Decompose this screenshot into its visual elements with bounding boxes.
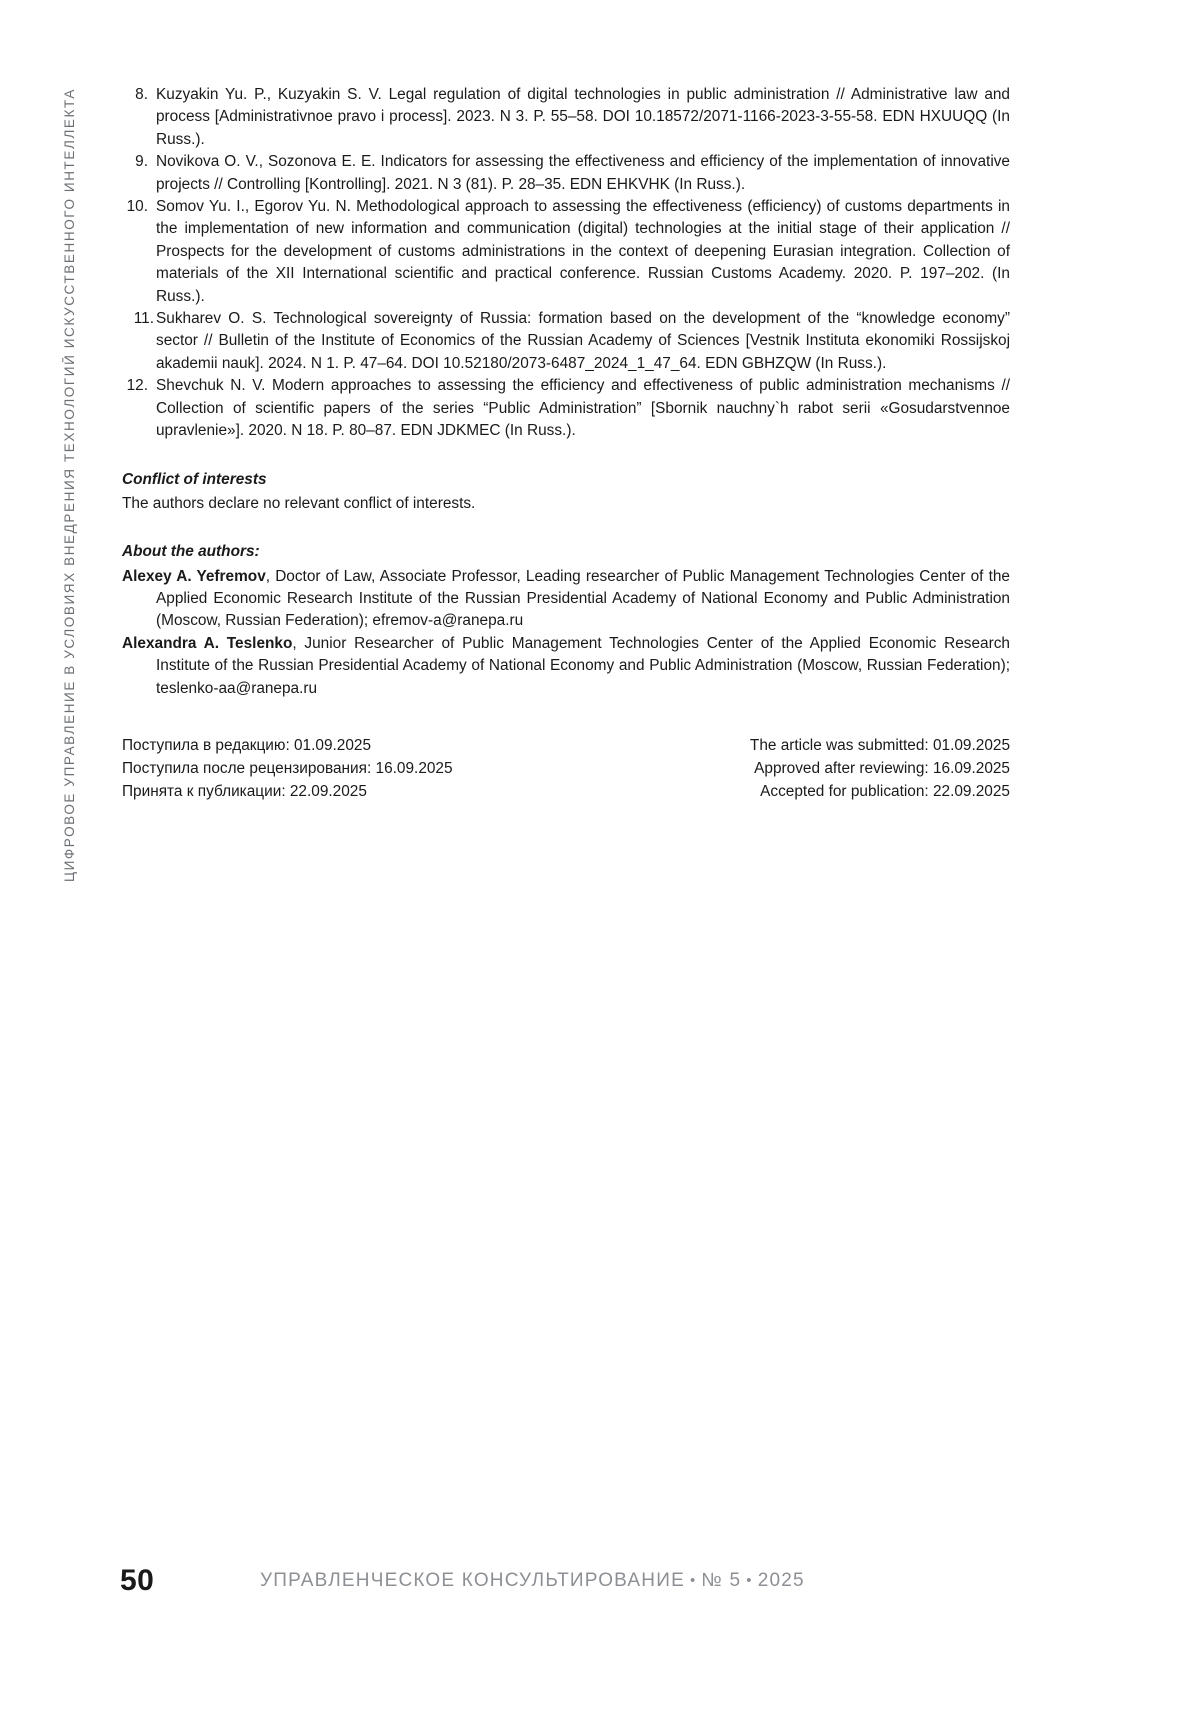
reference-text: Somov Yu. I., Egorov Yu. N. Methodological approach to assessing the effectiveness (efficiency) of customs departments in the implementation of new information and communication (digital) technologies at the initial stage of their application // Prospects for the development of customs administrations in the context of deepening Eurasian integration. Collection of materials of the XII International scientific and practical conference. Russian Customs Academy. 2020. P. 197–202. (In Russ.).: [156, 198, 1010, 305]
footer-separator-dot: •: [689, 1572, 697, 1590]
reference-number: 12.: [126, 377, 148, 395]
reference-number: 8.: [135, 86, 148, 103]
author-name: Alexey A. Yefremov: [122, 567, 266, 585]
date-revised: Поступила после рецензирования: 16.09.2025: [122, 760, 453, 778]
list-item: [122, 196, 1010, 308]
date-submitted: The article was submitted: 01.09.2025: [749, 737, 1010, 754]
author-entry: [122, 633, 1010, 700]
date-received: Поступила в редакцию: 01.09.2025: [122, 737, 372, 754]
reference-text: Novikova O. V., Sozonova E. E. Indicators for assessing the effectiveness and efficiency of the implementation of innovative projects // Controlling [Kontrolling]. 2021. N 3 (81). P. 28–35. EDN EHKVHK (In Russ.).: [156, 153, 1010, 193]
reference-number: 11.: [133, 310, 154, 328]
date-accepted-publication: Accepted for publication: 22.09.2025: [760, 783, 1010, 801]
conflict-of-interests-heading: Conflict of interests: [122, 470, 267, 488]
date-accepted: Принята к публикации: 22.09.2025: [122, 783, 367, 801]
reference-number: 10.: [126, 198, 148, 216]
list-item: [122, 84, 1010, 151]
list-item: [122, 151, 1010, 196]
reference-list: [122, 84, 1010, 443]
vertical-running-head: [52, 88, 86, 1078]
reference-number: 9.: [135, 153, 148, 171]
author-details: , Junior Researcher of Public Management Technologies Center of the Applied Economic Research Institute of the Russian Presidential Academy of National Economy and Public Administration (Moscow, Russian Federation); teslenko-aa@ranepa.ru: [156, 634, 1010, 697]
reference-text: Sukharev O. S. Technological sovereignty of Russia: formation based on the development of the “knowledge economy” sector // Bulletin of the Institute of Economics of the Russian Academy of Sciences [Vestnik Instituta ekonomiki Rossijskoj akademii nauk]. 2024. N 1. P. 47–64. DOI 10.52180/2073-6487_2024_1_47_64. EDN GBHZQW (In Russ.).: [156, 310, 1010, 372]
author-entry: [122, 566, 1010, 633]
reference-text: Kuzyakin Yu. P., Kuzyakin S. V. Legal regulation of digital technologies in public administration // Administrative law and process [Administrativnoe pravo i process]. 2023. N 3. P. 55–58. DOI 10.18572/2071-1166-2023-3-55-58. EDN HXUUQQ (In Russ.).: [156, 86, 1010, 148]
running-head-text: ЦИФРОВОЕ УПРАВЛЕНИЕ В УСЛОВИЯХ ВНЕДРЕНИЯ ТЕХНОЛОГИЙ ИСКУССТВЕННОГО ИНТЕЛЛЕКТА: [61, 88, 77, 882]
conflict-of-interests-body: The authors declare no relevant conflict of interests.: [122, 494, 476, 512]
submission-dates-russian: [122, 734, 453, 803]
issue-year: 2025: [757, 1570, 805, 1591]
page-number: 50: [120, 1564, 155, 1597]
about-the-authors-section: [122, 541, 1010, 700]
author-details: , Doctor of Law, Associate Professor, Leading researcher of Public Management Technologies Center of the Applied Economic Research Institute of the Russian Presidential Academy of National Economy and Public Administration (Moscow, Russian Federation); efremov-a@ranepa.ru: [156, 567, 1010, 630]
submission-dates: [122, 734, 1010, 803]
date-approved: Approved after reviewing: 16.09.2025: [754, 760, 1010, 778]
list-item: [122, 308, 1010, 375]
journal-title: УПРАВЛЕНЧЕСКОЕ КОНСУЛЬТИРОВАНИЕ: [260, 1570, 685, 1591]
footer-separator-dot: •: [746, 1572, 753, 1590]
list-item: [122, 375, 1010, 442]
reference-text: Shevchuk N. V. Modern approaches to assessing the efficiency and effectiveness of public administration mechanisms // Collection of scientific papers of the series “Public Administration” [Sbornik nauchny`h rabot serii «Gosudarstvennoe upravlenie»]. 2020. N 18. P. 80–87. EDN JDKMEC (In Russ.).: [156, 377, 1010, 440]
about-the-authors-heading: About the authors:: [122, 543, 260, 561]
page-content: [122, 84, 1010, 803]
author-name: Alexandra A. Teslenko: [122, 634, 293, 652]
submission-dates-english: [750, 734, 1010, 803]
issue-number: № 5: [701, 1570, 742, 1591]
footer-journal-line: [260, 1570, 805, 1592]
conflict-of-interests-section: [122, 469, 1010, 516]
